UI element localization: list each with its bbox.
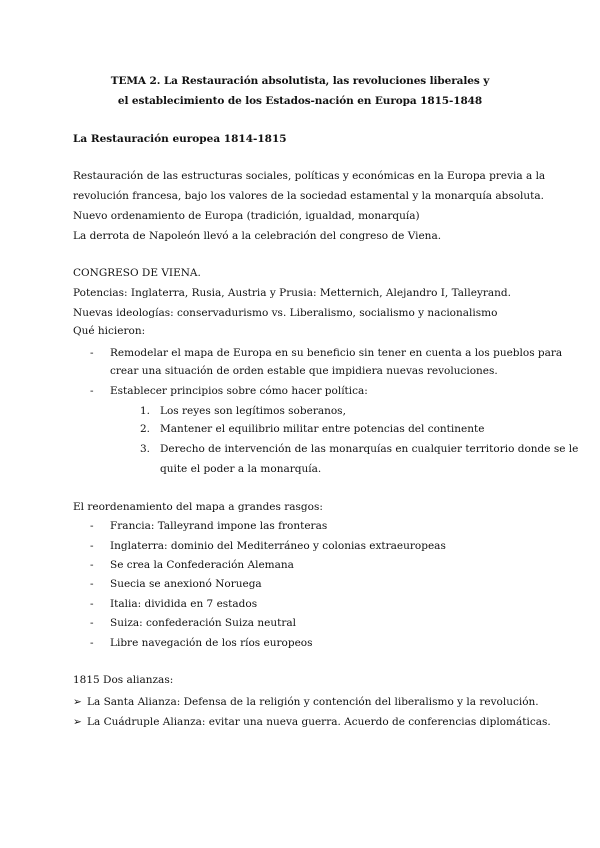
paragraph-line: revolución francesa, bajo los valores de la sociedad estamental y la monarquía absoluta. — [73, 190, 544, 202]
alianza-item: La Santa Alianza: Defensa de la religión y contención del liberalismo y la revolución. — [87, 696, 539, 708]
arrow-bullet-icon: ➢ — [73, 716, 82, 728]
reordenamiento-heading: El reordenamiento del mapa a grandes rasgos: — [73, 501, 323, 513]
list-dash: - — [90, 347, 94, 359]
paragraph-line: Nuevo ordenamiento de Europa (tradición, igualdad, monarquía) — [73, 210, 420, 222]
list-dash: - — [90, 540, 94, 552]
list-item: Establecer principios sobre cómo hacer política: — [110, 385, 368, 397]
list-dash: - — [90, 578, 94, 590]
section-heading-restauracion: La Restauración europea 1814-1815 — [73, 133, 287, 145]
potencias-line: Potencias: Inglaterra, Rusia, Austria y Prusia: Metternich, Alejandro I, Talleyrand. — [73, 287, 511, 299]
list-item-continuation: crear una situación de orden estable que impidiera nuevas revoluciones. — [110, 365, 498, 377]
numbered-marker: 3. — [140, 443, 151, 455]
document-title-line-2: el establecimiento de los Estados-nación en Europa 1815-1848 — [117, 95, 483, 107]
list-dash: - — [90, 520, 94, 532]
list-item: Se crea la Confederación Alemana — [110, 559, 294, 571]
list-dash: - — [90, 385, 94, 397]
list-dash: - — [90, 598, 94, 610]
numbered-item-continuation: quite el poder a la monarquía. — [160, 463, 322, 475]
list-dash: - — [90, 617, 94, 629]
list-item: Inglaterra: dominio del Mediterráneo y colonias extraeuropeas — [110, 540, 446, 552]
list-dash: - — [90, 559, 94, 571]
numbered-item: Los reyes son legítimos soberanos, — [160, 405, 346, 417]
list-item: Suecia se anexionó Noruega — [110, 578, 262, 590]
que-hicieron-label: Qué hicieron: — [73, 325, 146, 337]
congreso-heading: CONGRESO DE VIENA. — [73, 267, 201, 279]
list-item: Italia: dividida en 7 estados — [110, 598, 258, 610]
list-item: Suiza: confederación Suiza neutral — [110, 617, 296, 629]
numbered-item: Derecho de intervención de las monarquías en cualquier territorio donde se le — [160, 443, 579, 455]
ideologias-line: Nuevas ideologías: conservadurismo vs. Liberalismo, socialismo y nacionalismo — [73, 307, 498, 319]
list-item: Libre navegación de los ríos europeos — [110, 637, 313, 649]
numbered-marker: 1. — [140, 405, 151, 417]
numbered-marker: 2. — [140, 423, 151, 435]
arrow-bullet-icon: ➢ — [73, 696, 82, 708]
paragraph-line: La derrota de Napoleón llevó a la celebración del congreso de Viena. — [73, 230, 442, 242]
list-item: Remodelar el mapa de Europa en su beneficio sin tener en cuenta a los pueblos para — [110, 347, 563, 359]
alianzas-heading: 1815 Dos alianzas: — [73, 674, 174, 686]
document-title-line-1: TEMA 2. La Restauración absolutista, las revoluciones liberales y — [110, 75, 490, 87]
alianza-item: La Cuádruple Alianza: evitar una nueva guerra. Acuerdo de conferencias diplomáticas. — [87, 716, 551, 728]
list-dash: - — [90, 637, 94, 649]
numbered-item: Mantener el equilibrio militar entre potencias del continente — [160, 423, 485, 435]
list-item: Francia: Talleyrand impone las fronteras — [110, 520, 328, 532]
paragraph-line: Restauración de las estructuras sociales, políticas y económicas en la Europa previa a la — [73, 170, 546, 182]
